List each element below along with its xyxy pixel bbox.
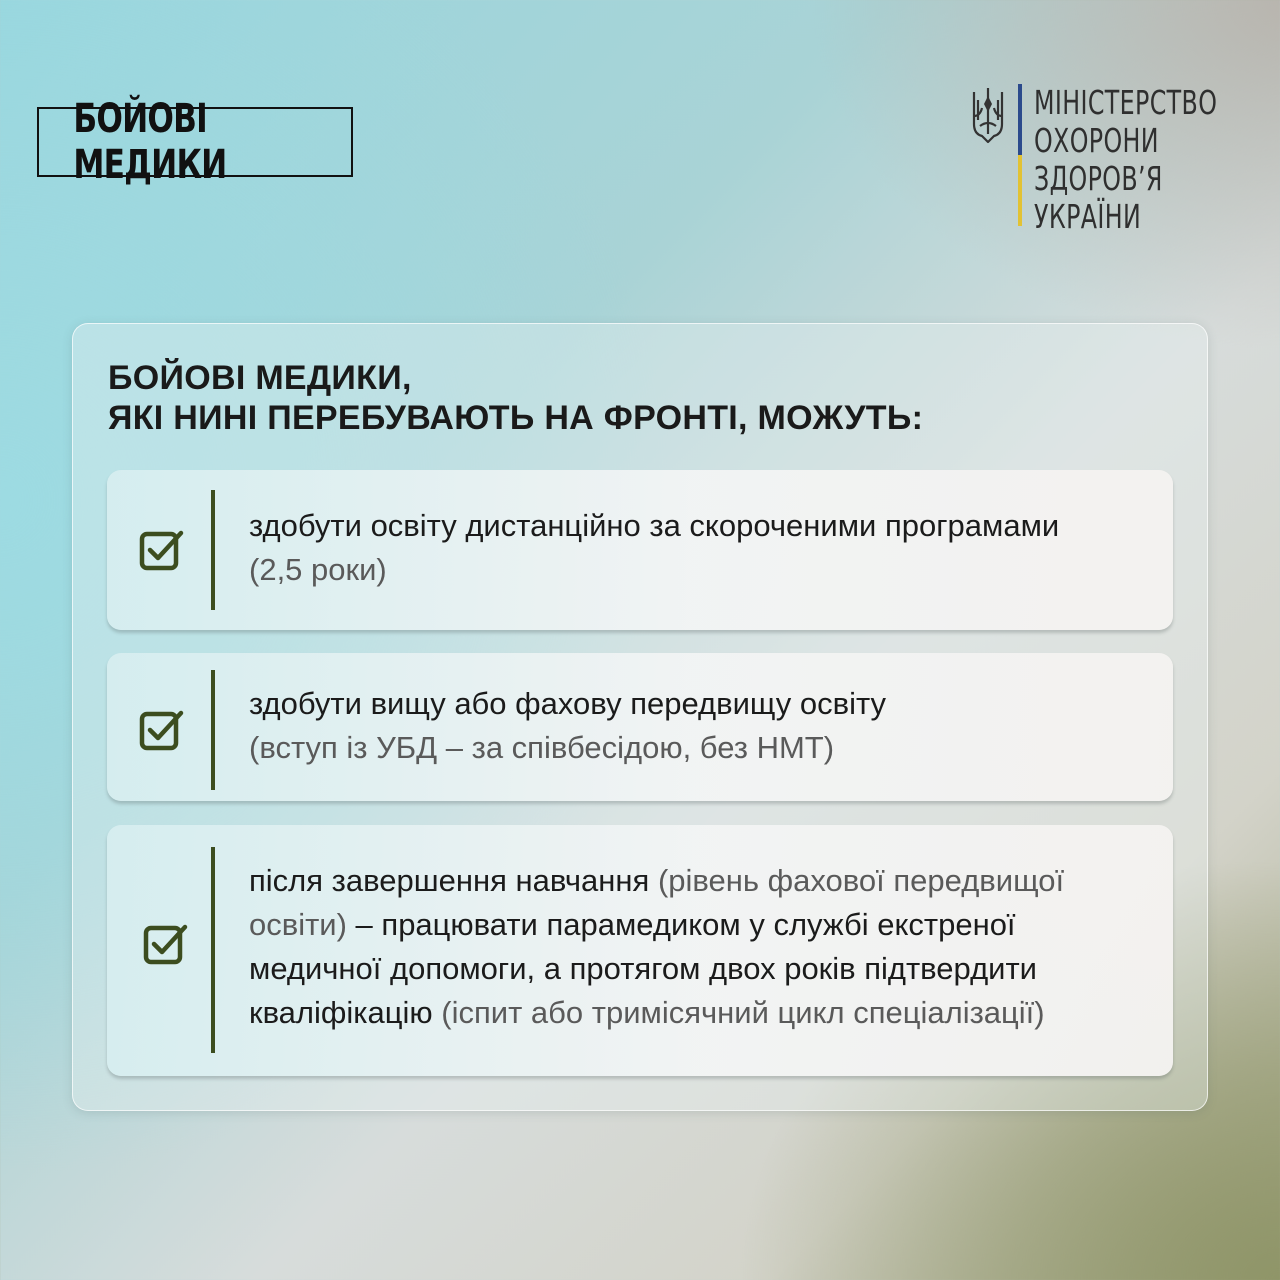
topic-tag (37, 96, 353, 188)
item-divider (211, 670, 215, 790)
item-note-text: (2,5 роки) (249, 552, 387, 587)
item-main-text: здобути вищу або фахову передвищу освіту (249, 686, 887, 721)
checkbox-checked-icon (137, 705, 185, 753)
ministry-line-1: МІНІСТЕРСТВО (1034, 83, 1218, 122)
trident-icon (970, 86, 1006, 146)
checkbox-checked-icon (141, 919, 189, 967)
panel-heading (108, 358, 923, 438)
heading-line-2: ЯКІ НИНІ ПЕРЕБУВАЮТЬ НА ФРОНТІ, МОЖУТЬ: (108, 399, 924, 437)
flag-bar (1018, 84, 1022, 226)
list-item (107, 470, 1173, 630)
topic-tag-label: БОЙОВІ МЕДИКИ (73, 96, 227, 188)
item-main-text: здобути освіту дистанційно за скороченими програмами (249, 508, 1060, 543)
list-item (107, 653, 1173, 801)
item-text (249, 859, 1143, 1035)
list-item (107, 825, 1173, 1076)
ministry-line-4: УКРАЇНИ (1034, 197, 1142, 236)
item-text-part-1: після завершення навчання (249, 863, 650, 898)
item-note-text: (вступ із УБД – за співбесідою, без НМТ) (249, 730, 835, 765)
item-text-part-2: (рівень фахової передвищої освіти) (249, 863, 1065, 942)
item-divider (211, 490, 215, 610)
ministry-line-2: ОХОРОНИ (1034, 121, 1159, 160)
ministry-line-3: ЗДОРОВ’Я (1034, 159, 1163, 198)
checkbox-checked-icon (137, 525, 185, 573)
heading-line-1: БОЙОВІ МЕДИКИ, (108, 359, 412, 397)
item-divider (211, 847, 215, 1053)
item-text-part-4: (іспит або тримісячний цикл спеціалізації) (432, 995, 1045, 1030)
ministry-logo (970, 84, 1280, 236)
item-text-part-3: – працювати парамедиком у службі екстреної медичної допомоги, а протягом двох років підтвердити кваліфікацію (249, 907, 1037, 1030)
